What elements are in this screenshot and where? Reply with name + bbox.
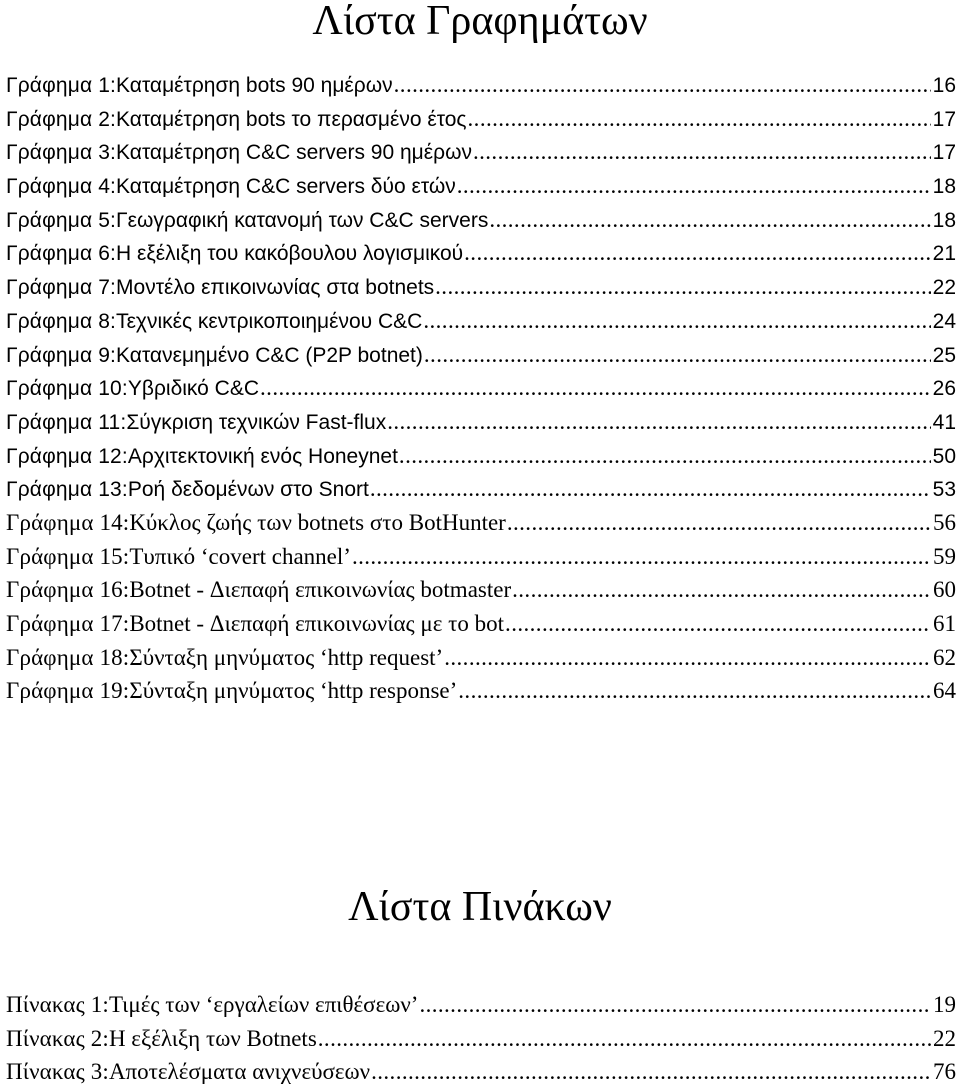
figure-entry-label: Γράφημα 2: — [6, 107, 117, 131]
table-entry-title: Αποτελέσματα ανιχνεύσεων — [108, 1059, 371, 1085]
figure-entry-label: Γράφημα 15: — [6, 543, 130, 569]
figure-entry-page: 25 — [932, 343, 956, 367]
figure-entry-page: 17 — [932, 107, 956, 131]
table-entry-3[interactable] — [6, 1055, 956, 1089]
figure-entry-11[interactable] — [6, 405, 956, 439]
figure-entry-label: Γράφημα 1: — [6, 74, 117, 97]
table-entry-page: 19 — [933, 992, 956, 1017]
figure-entry-page: 56 — [933, 509, 956, 535]
figure-entry-5[interactable] — [6, 203, 956, 237]
figure-entry-title: Καταμέτρηση C&C servers 90 ημέρων — [116, 141, 472, 165]
figure-entry-title: Σύγκριση τεχνικών Fast-flux — [126, 410, 387, 434]
figure-entry-page: 53 — [932, 478, 956, 502]
figure-entry-title: Botnet - Διεπαφή επικοινωνίας botmaster — [129, 577, 512, 603]
figure-entry-18[interactable] — [6, 641, 956, 675]
figure-entry-3[interactable] — [6, 135, 956, 169]
figure-entry-page: 18 — [932, 175, 956, 199]
figure-entry-19[interactable] — [6, 674, 956, 708]
figure-entry-page: 62 — [933, 644, 956, 670]
figure-entry-page: 41 — [932, 410, 956, 434]
figure-entry-10[interactable] — [6, 371, 956, 405]
table-entry-label: Πίνακας 3: — [6, 1059, 109, 1085]
figure-entry-8[interactable] — [6, 304, 956, 338]
figure-entry-title: Καταμέτρηση bots 90 ημέρων — [116, 74, 393, 97]
figure-entry-17[interactable] — [6, 607, 956, 641]
dot-leader — [507, 506, 931, 540]
table-entry-label: Πίνακας 2: — [6, 1025, 109, 1051]
figure-entry-4[interactable] — [6, 169, 956, 203]
figure-entry-16[interactable] — [6, 573, 956, 607]
figure-entry-1[interactable] — [6, 68, 956, 102]
list-of-figures — [6, 68, 956, 708]
figure-entry-page: 61 — [933, 611, 956, 636]
figure-entry-page: 50 — [932, 444, 956, 468]
figure-entry-title: Καταμέτρηση bots το περασμένο έτος — [116, 107, 467, 131]
figure-entry-title: Η εξέλιξη του κακόβουλου λογισμικού — [116, 242, 464, 266]
list-of-figures-heading: Λίστα Γραφημάτων — [312, 0, 648, 44]
figure-entry-label: Γράφημα 12: — [6, 444, 128, 468]
figure-entry-label: Γράφημα 8: — [6, 309, 117, 333]
figure-entry-12[interactable] — [6, 439, 956, 473]
figure-entry-title: Botnet - Διεπαφή επικοινωνίας με το bot — [129, 611, 505, 636]
dot-leader — [370, 472, 931, 506]
figure-entry-title: Τεχνικές κεντρικοποιημένου C&C — [116, 309, 423, 333]
table-entry-page: 22 — [933, 1025, 956, 1051]
dot-leader — [394, 68, 931, 102]
figure-entry-title: Τυπικό ‘covert channel’ — [129, 543, 351, 569]
figure-entry-label: Γράφημα 17: — [6, 611, 130, 636]
table-entry-label: Πίνακας 1: — [6, 992, 109, 1017]
list-of-tables — [6, 988, 956, 1089]
figure-entry-title: Ροή δεδομένων στο Snort — [127, 478, 369, 502]
figure-entry-15[interactable] — [6, 540, 956, 574]
dot-leader — [505, 607, 931, 641]
figure-entry-7[interactable] — [6, 270, 956, 304]
figure-entry-label: Γράφημα 6: — [6, 242, 117, 266]
figure-entry-label: Γράφημα 16: — [6, 577, 130, 603]
dot-leader — [464, 236, 930, 270]
figure-entry-title: Κατανεμημένο C&C (P2P botnet) — [116, 343, 423, 367]
figure-entry-title: Αρχιτεκτονική ενός Honeynet — [127, 444, 398, 468]
figure-entry-page: 60 — [933, 577, 956, 603]
figure-entry-label: Γράφημα 3: — [6, 141, 117, 165]
figure-entry-14[interactable] — [6, 506, 956, 540]
figure-entry-label: Γράφημα 14: — [6, 509, 130, 535]
dot-leader — [512, 573, 931, 607]
figure-entry-label: Γράφημα 7: — [6, 276, 117, 300]
dot-leader — [419, 988, 931, 1022]
figure-entry-2[interactable] — [6, 102, 956, 136]
dot-leader — [468, 102, 931, 136]
figure-entry-page: 59 — [933, 543, 956, 569]
dot-leader — [371, 1055, 931, 1089]
figure-entry-title: Σύνταξη μηνύματος ‘http response’ — [129, 678, 458, 704]
figure-entry-9[interactable] — [6, 338, 956, 372]
dot-leader — [458, 674, 931, 708]
table-entry-2[interactable] — [6, 1022, 956, 1056]
figure-entry-title: Κύκλος ζωής των botnets στο BotHunter — [129, 509, 506, 535]
figure-entry-label: Γράφημα 13: — [6, 478, 128, 502]
dot-leader — [318, 1022, 931, 1056]
figure-entry-label: Γράφημα 5: — [6, 208, 117, 232]
figure-entry-page: 18 — [932, 208, 956, 232]
dot-leader — [489, 203, 930, 237]
list-of-tables-heading: Λίστα Πινάκων — [348, 884, 612, 930]
figure-entry-label: Γράφημα 19: — [6, 678, 130, 704]
figure-entry-label: Γράφημα 18: — [6, 644, 130, 670]
figure-entry-title: Υβριδικό C&C — [127, 377, 260, 401]
dot-leader — [444, 641, 931, 675]
figure-entry-page: 21 — [932, 242, 956, 266]
figure-entry-label: Γράφημα 9: — [6, 343, 117, 367]
figure-entry-page: 24 — [932, 309, 956, 333]
figure-entry-page: 64 — [933, 678, 956, 704]
table-entry-1[interactable] — [6, 988, 956, 1022]
table-entry-page: 76 — [933, 1059, 956, 1085]
dot-leader — [387, 405, 930, 439]
figure-entry-page: 17 — [932, 141, 956, 165]
dot-leader — [352, 540, 931, 574]
table-entry-title: Η εξέλιξη των Botnets — [108, 1025, 317, 1051]
figure-entry-page: 26 — [932, 377, 956, 401]
figure-entry-page: 22 — [932, 276, 956, 300]
figure-entry-label: Γράφημα 4: — [6, 175, 117, 199]
dot-leader — [435, 270, 930, 304]
dot-leader — [399, 439, 931, 473]
dot-leader — [424, 338, 931, 372]
figure-entry-title: Σύνταξη μηνύματος ‘http request’ — [129, 644, 444, 670]
figure-entry-6[interactable] — [6, 236, 956, 270]
figure-entry-13[interactable] — [6, 472, 956, 506]
table-entry-title: Τιμές των ‘εργαλείων επιθέσεων’ — [108, 992, 419, 1017]
figure-entry-title: Μοντέλο επικοινωνίας στα botnets — [116, 276, 435, 300]
dot-leader — [457, 169, 931, 203]
figure-entry-title: Γεωγραφική κατανομή των C&C servers — [116, 208, 489, 232]
figure-entry-page: 16 — [932, 74, 956, 97]
dot-leader — [473, 135, 931, 169]
dot-leader — [260, 371, 931, 405]
figure-entry-label: Γράφημα 11: — [6, 410, 127, 434]
dot-leader — [423, 304, 930, 338]
figure-entry-title: Καταμέτρηση C&C servers δύο ετών — [116, 175, 456, 199]
figure-entry-label: Γράφημα 10: — [6, 377, 128, 401]
